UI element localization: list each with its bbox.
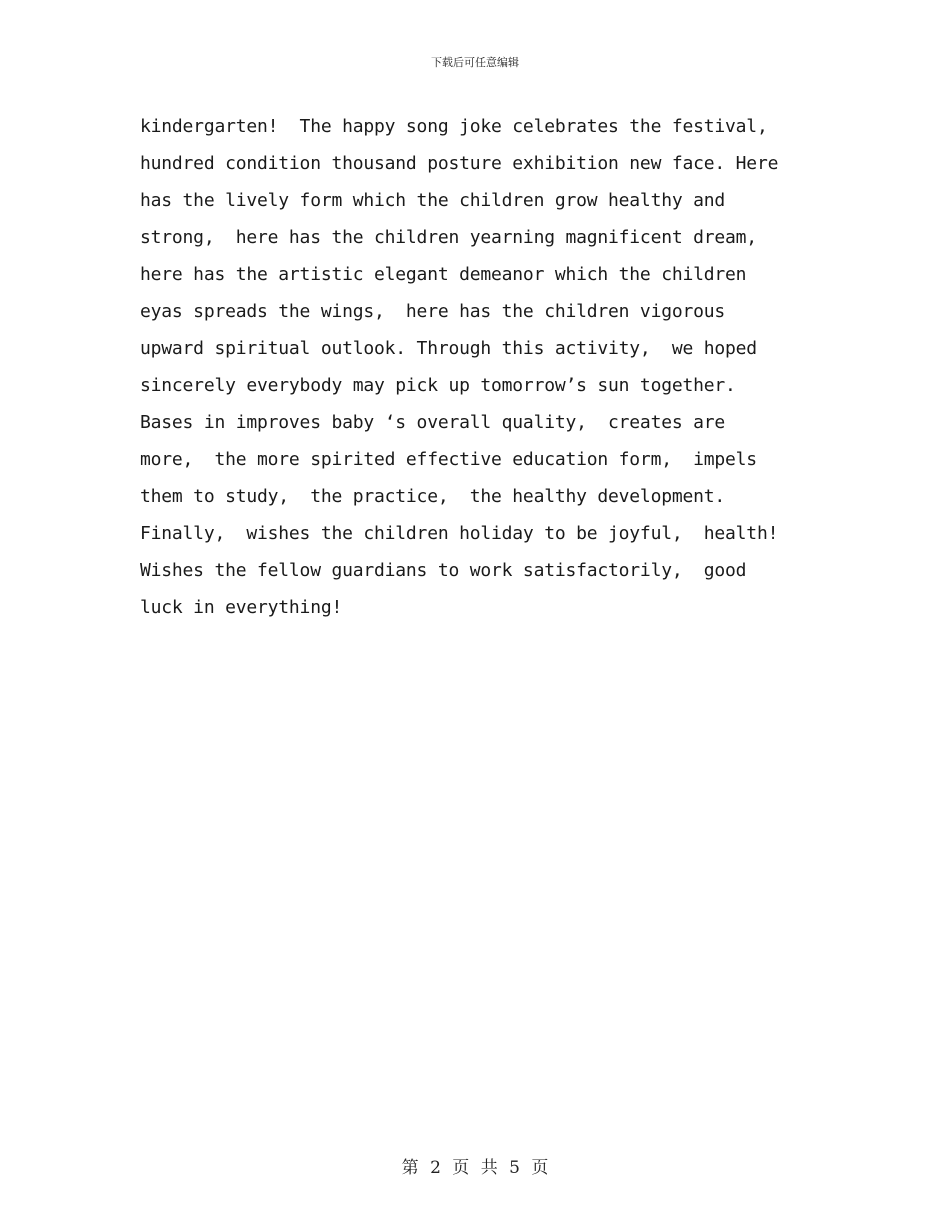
body-line: Finally, wishes the children holiday to be joyful, health!: [140, 523, 779, 544]
document-body: [140, 108, 810, 626]
body-line: hundred condition thousand posture exhibition new face. Here: [140, 153, 779, 174]
body-line: kindergarten! The happy song joke celebrates the festival,: [140, 116, 768, 137]
page-number: 第 2 页 共 5 页: [401, 1158, 549, 1178]
body-line: eyas spreads the wings, here has the children vigorous: [140, 301, 726, 322]
body-line: has the lively form which the children grow healthy and: [140, 190, 726, 211]
body-line: them to study, the practice, the healthy development.: [140, 486, 726, 507]
body-line: Wishes the fellow guardians to work satisfactorily, good: [140, 560, 747, 581]
body-line: Bases in improves baby ‘s overall quality, creates are: [140, 412, 726, 433]
body-line: strong, here has the children yearning magnificent dream,: [140, 227, 757, 248]
body-line: luck in everything!: [140, 597, 343, 618]
body-line: here has the artistic elegant demeanor which the children: [140, 264, 747, 285]
header-note: 下载后可任意编辑: [431, 56, 519, 69]
body-line: upward spiritual outlook. Through this activity, we hoped: [140, 338, 757, 359]
body-line: sincerely everybody may pick up tomorrow’s sun together.: [140, 375, 736, 396]
body-line: more, the more spirited effective education form, impels: [140, 449, 757, 470]
